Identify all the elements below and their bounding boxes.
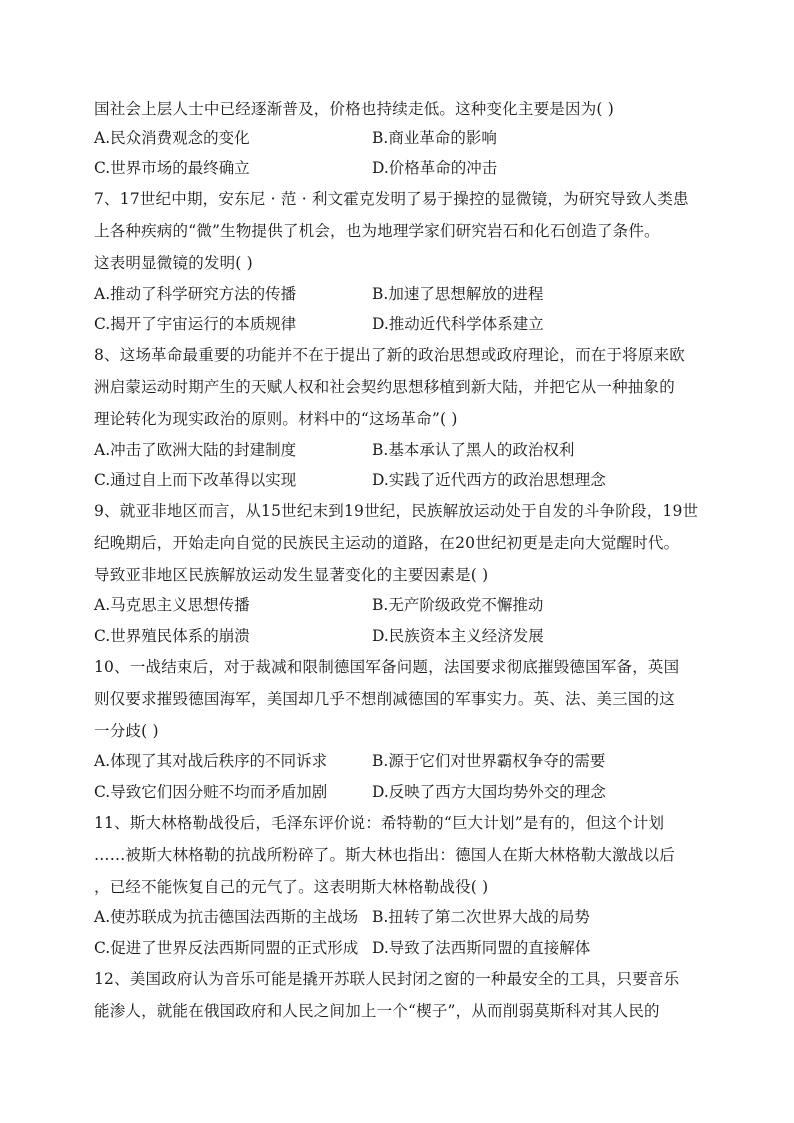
q9-option-c: C.世界殖民体系的崩溃 <box>94 627 250 645</box>
q10-stem-line-2: 则仅要求摧毁德国海军，美国却几乎不想削减德国的军事实力。英、法、美三国的这 <box>94 690 675 708</box>
q11-option-c: C.促进了世界反法西斯同盟的正式形成 <box>94 939 359 957</box>
q10-option-b: B.源于它们对世界霸权争夺的需要 <box>372 752 606 770</box>
q9-stem-line-1: 9、就亚非地区而言，从15世纪末到19世纪，民族解放运动处于自发的斗争阶段，19世 <box>94 502 699 520</box>
q10-stem-line-3: 一分歧( ) <box>94 722 159 740</box>
q6-option-d: D.价格革命的冲击 <box>372 159 498 177</box>
q9-stem-line-3: 导致亚非地区民族解放运动发生显著变化的主要因素是( ) <box>94 566 489 584</box>
q9-option-b: B.无产阶级政党不懈推动 <box>372 596 544 614</box>
q7-option-a: A.推动了科学研究方法的传播 <box>94 285 297 303</box>
q12-stem-line-2: 能渗人，就能在俄国政府和人民之间加上一个“楔子”，从而削弱莫斯科对其人民的 <box>94 1002 660 1020</box>
q8-option-c: C.通过自上而下改革得以实现 <box>94 471 297 489</box>
q6-option-a: A.民众消费观念的变化 <box>94 129 250 147</box>
q11-option-a: A.使苏联成为抗击德国法西斯的主战场 <box>94 908 359 926</box>
q8-option-a: A.冲击了欧洲大陆的封建制度 <box>94 441 297 459</box>
q11-stem-line-3: ，已经不能恢复自己的元气了。这表明斯大林格勒战役( ) <box>94 878 489 896</box>
q10-stem-line-1: 10、一战结束后，对于裁减和限制德国军备问题，法国要求彻底摧毁德国军备，英国 <box>94 658 680 676</box>
q6-option-c: C.世界市场的最终确立 <box>94 159 250 177</box>
q6-stem-line-1: 国社会上层人士中已经逐渐普及，价格也持续走低。这种变化主要是因为( ) <box>94 100 615 118</box>
q8-option-b: B.基本承认了黑人的政治权利 <box>372 441 575 459</box>
q7-stem-line-3: 这表明显微镜的发明( ) <box>94 254 253 272</box>
q9-option-d: D.民族资本主义经济发展 <box>372 627 544 645</box>
q8-stem-line-1: 8、这场革命最重要的功能并不在于提出了新的政治思想或政府理论，而在于将原来欧 <box>94 346 685 364</box>
q10-option-d: D.反映了西方大国均势外交的理念 <box>372 783 606 801</box>
q8-stem-line-2: 洲启蒙运动时期产生的天赋人权和社会契约思想移植到新大陆，并把它从一种抽象的 <box>94 378 675 396</box>
q6-option-b: B.商业革命的影响 <box>372 129 497 147</box>
q7-option-b: B.加速了思想解放的进程 <box>372 285 544 303</box>
q9-option-a: A.马克思主义思想传播 <box>94 596 250 614</box>
q8-option-d: D.实践了近代西方的政治思想理念 <box>372 471 606 489</box>
q11-option-d: D.导致了法西斯同盟的直接解体 <box>372 939 591 957</box>
q11-stem-line-2: ……被斯大林格勒的抗战所粉碎了。斯大林也指出：德国人在斯大林格勒大激战以后 <box>94 846 675 864</box>
q9-stem-line-2: 纪晚期后，开始走向自觉的民族民主运动的道路，在20世纪初更是走向大觉醒时代。 <box>94 534 680 552</box>
q10-option-a: A.体现了其对战后秩序的不同诉求 <box>94 752 328 770</box>
q7-option-c: C.揭开了宇宙运行的本质规律 <box>94 315 297 333</box>
q7-stem-line-1: 7、17世纪中期，安东尼 · 范 · 利文霍克发明了易于操控的显微镜，为研究导致人类患 <box>94 190 689 208</box>
q11-stem-line-1: 11、斯大林格勒战役后，毛泽东评价说：希特勒的“巨大计划”是有的，但这个计划 <box>94 814 665 832</box>
q12-stem-line-1: 12、美国政府认为音乐可能是撬开苏联人民封闭之窗的一种最安全的工具，只要音乐 <box>94 970 680 988</box>
q11-option-b: B.扭转了第二次世界大战的局势 <box>372 908 590 926</box>
q7-stem-line-2: 上各种疾病的“微”生物提供了机会，也为地理学家们研究岩石和化石创造了条件。 <box>94 222 660 240</box>
q7-option-d: D.推动近代科学体系建立 <box>372 315 544 333</box>
q10-option-c: C.导致它们因分赃不均而矛盾加剧 <box>94 783 328 801</box>
q8-stem-line-3: 理论转化为现实政治的原则。材料中的“这场革命”( ) <box>94 410 458 428</box>
